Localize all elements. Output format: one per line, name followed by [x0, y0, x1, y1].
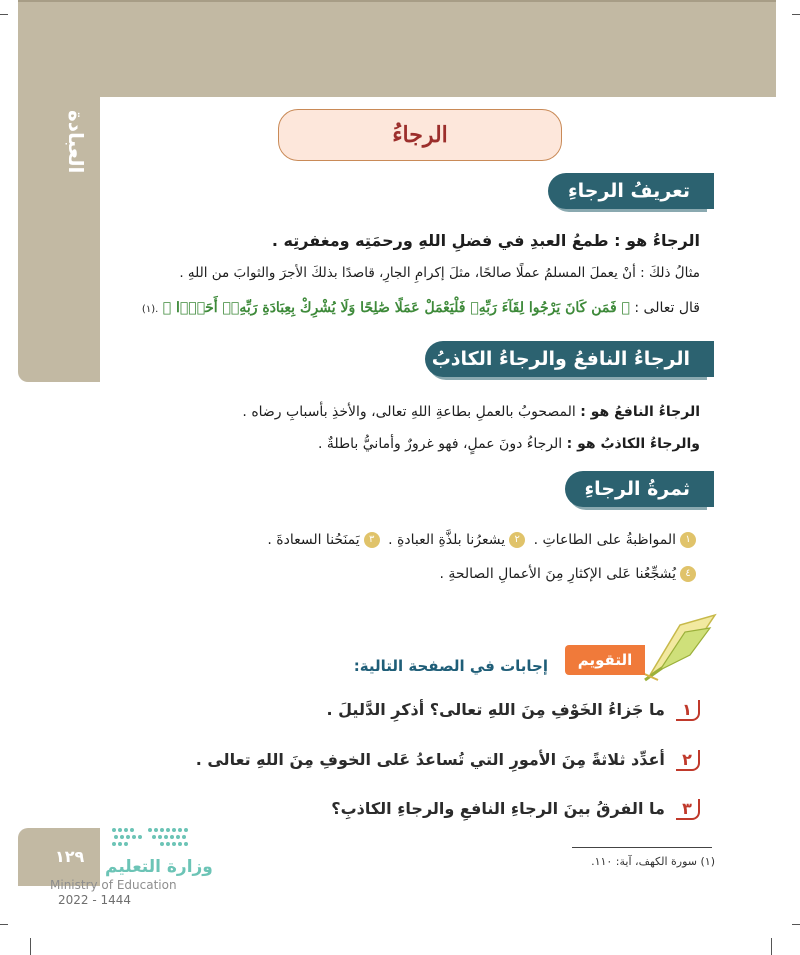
evaluation-question-2 [196, 750, 700, 771]
lesson-title: الرجاءُ [392, 122, 448, 148]
top-banner [18, 0, 776, 97]
example-text: مثالُ ذلكَ : أنْ يعملَ المسلمُ عملًا صالحًا، مثلَ إكرامِ الجارِ، قاصدًا بذلكَ الأجرَ والثوابَ من اللهِ . [179, 265, 700, 281]
question-text: ما الفرقُ بينَ الرجاءِ النافعِ والرجاءِ الكاذبِ؟ [331, 799, 665, 818]
crop-mark [30, 938, 31, 955]
question-number: ٢ [676, 750, 700, 771]
section-header-fruits: ثمرةُ الرجاءِ [565, 471, 704, 507]
ministry-name-arabic: وزارة التعليم [105, 857, 213, 877]
fruit-bullet: ٢ [509, 532, 525, 548]
evaluation-tag: التقويم [565, 645, 645, 675]
side-chapter-label: العبادة [64, 110, 88, 174]
fruits-line-2 [439, 562, 700, 586]
ministry-logo-icon [110, 826, 192, 848]
crop-mark [792, 924, 800, 925]
top-banner-edge [18, 0, 776, 2]
evaluation-question-3 [331, 799, 700, 820]
section-header-bar [704, 341, 714, 377]
page-number: ١٢٩ [55, 847, 85, 866]
false-hope-text: الرجاءُ دونَ عملٍ، فهو غرورٌ وأمانيُّ باطلةٌ . [317, 436, 563, 452]
fruit-item: يشعرُنا بلذَّةِ العبادةِ . [388, 532, 506, 548]
ministry-name-english: Ministry of Education [50, 878, 177, 892]
question-number: ١ [676, 700, 700, 721]
crop-mark [771, 938, 772, 955]
fruits-line-1 [267, 528, 700, 552]
fruit-bullet: ٣ [364, 532, 380, 548]
false-hope-line [318, 432, 700, 456]
definition-text: الرجاءُ هو : طمعُ العبدِ في فضلِ اللهِ ورحمَتِه ومغفرتِه . [271, 231, 700, 250]
section-header-bar [704, 471, 714, 507]
fruit-item: المواظبةُ على الطاعاتِ . [533, 532, 676, 548]
lesson-title-pill [278, 109, 562, 161]
quran-verse: ﴿ فَمَن كَانَ يَرْجُوا لِقَآءَ رَبِّهِۦ فَلْيَعْمَلْ عَمَلًا صَٰلِحًا وَلَا يُشْرِكْ بِعِبَادَةِ رَبِّهِۦٓ أَحَدًۢا ﴾ [162, 300, 630, 316]
useful-hope-line [242, 400, 700, 424]
fruit-item: يُشجِّعُنا عَلى الإكثارِ مِنَ الأعمالِ الصالحةِ . [439, 566, 676, 582]
section-header-bar [704, 173, 714, 209]
crop-mark [792, 14, 800, 15]
fruit-item: يَمنَحُنا السعادةَ . [267, 532, 360, 548]
fruit-bullet: ١ [680, 532, 696, 548]
crop-mark [0, 14, 8, 15]
evaluation-subtitle: إجابات في الصفحة التالية: [353, 657, 548, 675]
evaluation-pen-icon [640, 610, 720, 685]
question-text: ما جَزاءُ الخَوْفِ مِنَ اللهِ تعالى؟ أذكرِ الدَّليلَ . [326, 700, 665, 719]
ministry-year: 2022 - 1444 [58, 893, 132, 907]
section-header-definition: تعريفُ الرجاءِ [548, 173, 704, 209]
verse-footnote-ref: .(١) [141, 304, 159, 315]
useful-hope-text: المصحوبُ بالعملِ بطاعةِ اللهِ تعالى، والأخذِ بأسبابِ رضاه . [242, 404, 576, 420]
fruit-bullet: ٤ [680, 566, 696, 582]
useful-hope-label: الرجاءُ النافعُ هو : [580, 404, 700, 420]
false-hope-label: والرجاءُ الكاذبُ هو : [566, 436, 700, 452]
footnote-divider [572, 847, 712, 848]
evaluation-question-1 [327, 700, 701, 721]
crop-mark [0, 924, 8, 925]
section-header-types: الرجاءُ النافعُ والرجاءُ الكاذبُ [425, 341, 704, 377]
footnote: (١) سورة الكهف، آية: ١١٠. [591, 855, 715, 868]
question-text: أعدِّد ثلاثةً مِنَ الأمورِ التي تُساعدُ عَلى الخوفِ مِنَ اللهِ تعالى . [195, 750, 665, 769]
verse-intro: قال تعالى : [634, 300, 700, 316]
verse-line [142, 296, 700, 322]
question-number: ٣ [676, 799, 700, 820]
